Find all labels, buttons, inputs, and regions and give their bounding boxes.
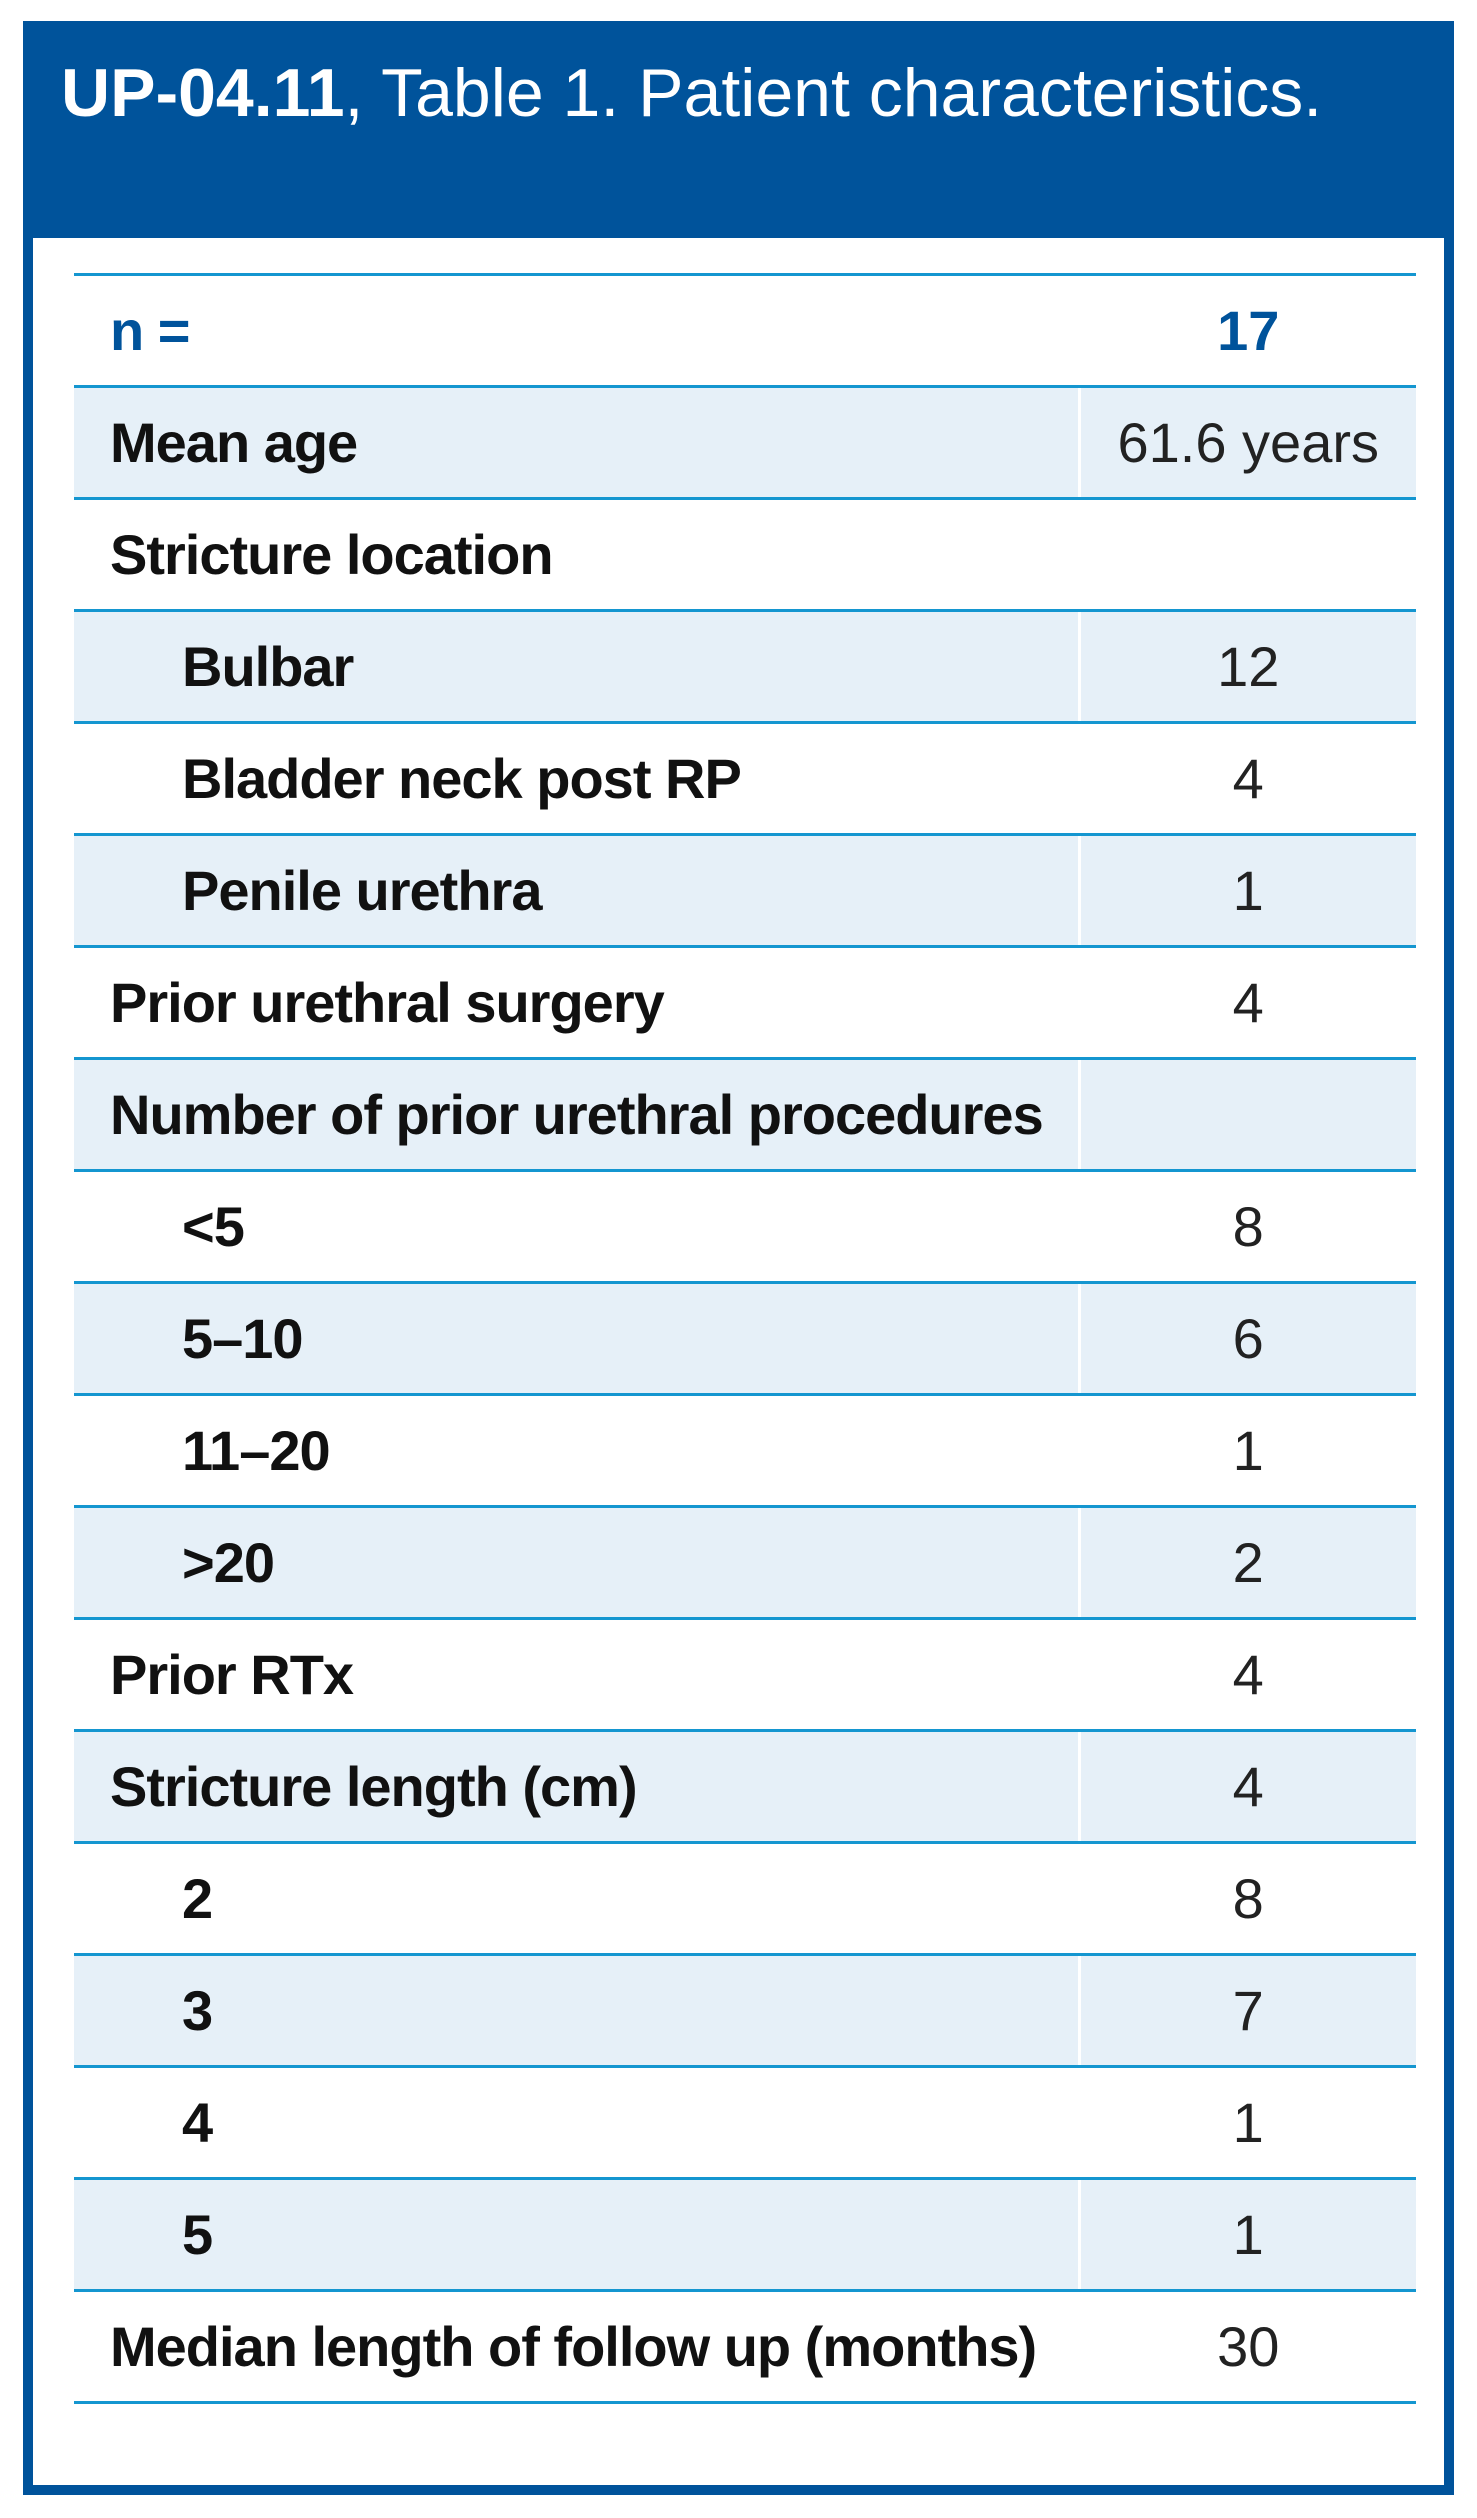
row-value [1079, 499, 1416, 611]
row-value: 4 [1079, 723, 1416, 835]
table-row [74, 387, 1416, 499]
table-row [74, 723, 1416, 835]
row-label: Prior RTx [74, 1619, 1079, 1731]
row-value: 1 [1079, 2067, 1416, 2179]
table-body [74, 275, 1416, 2403]
table-row [74, 499, 1416, 611]
row-value: 4 [1079, 1619, 1416, 1731]
row-label: Bulbar [74, 611, 1079, 723]
row-value: 1 [1079, 835, 1416, 947]
row-label: 5–10 [74, 1283, 1079, 1395]
table-row [74, 835, 1416, 947]
row-value: 4 [1079, 947, 1416, 1059]
table-row [74, 1059, 1416, 1171]
table-panel [33, 238, 1444, 2485]
row-label: Number of prior urethral procedures [74, 1059, 1079, 1171]
row-value: 17 [1079, 275, 1416, 387]
row-label: 2 [74, 1843, 1079, 1955]
table-row [74, 1507, 1416, 1619]
table-row [74, 2067, 1416, 2179]
row-value: 7 [1079, 1955, 1416, 2067]
table-row [74, 2291, 1416, 2403]
row-label: >20 [74, 1507, 1079, 1619]
table-row [74, 1731, 1416, 1843]
row-value [1079, 1059, 1416, 1171]
row-label: Penile urethra [74, 835, 1079, 947]
row-value: 2 [1079, 1507, 1416, 1619]
table-header [23, 21, 1454, 238]
row-value: 12 [1079, 611, 1416, 723]
table-row [74, 2179, 1416, 2291]
row-value: 6 [1079, 1283, 1416, 1395]
table-row [74, 1955, 1416, 2067]
patient-characteristics-table [74, 273, 1416, 2404]
row-value: 4 [1079, 1731, 1416, 1843]
table-row [74, 1843, 1416, 1955]
table-row [74, 275, 1416, 387]
row-label: 5 [74, 2179, 1079, 2291]
table-row [74, 1395, 1416, 1507]
row-label: n = [74, 275, 1079, 387]
row-label: Stricture length (cm) [74, 1731, 1079, 1843]
row-label: Mean age [74, 387, 1079, 499]
table-row [74, 611, 1416, 723]
table-frame [23, 21, 1454, 2495]
row-value: 30 [1079, 2291, 1416, 2403]
table-row [74, 1619, 1416, 1731]
row-label: Prior urethral surgery [74, 947, 1079, 1059]
row-label: Median length of follow up (months) [74, 2291, 1079, 2403]
row-value: 1 [1079, 1395, 1416, 1507]
table-title: , Table 1. Patient characteristics. [344, 55, 1323, 131]
table-row [74, 1283, 1416, 1395]
row-value: 1 [1079, 2179, 1416, 2291]
row-label: 3 [74, 1955, 1079, 2067]
row-value: 8 [1079, 1843, 1416, 1955]
row-label: Stricture location [74, 499, 1079, 611]
row-value: 8 [1079, 1171, 1416, 1283]
row-label: 4 [74, 2067, 1079, 2179]
row-value: 61.6 years [1079, 387, 1416, 499]
abstract-code: UP-04.11 [61, 55, 345, 131]
row-label: 11–20 [74, 1395, 1079, 1507]
row-label: <5 [74, 1171, 1079, 1283]
table-row [74, 947, 1416, 1059]
row-label: Bladder neck post RP [74, 723, 1079, 835]
table-row [74, 1171, 1416, 1283]
